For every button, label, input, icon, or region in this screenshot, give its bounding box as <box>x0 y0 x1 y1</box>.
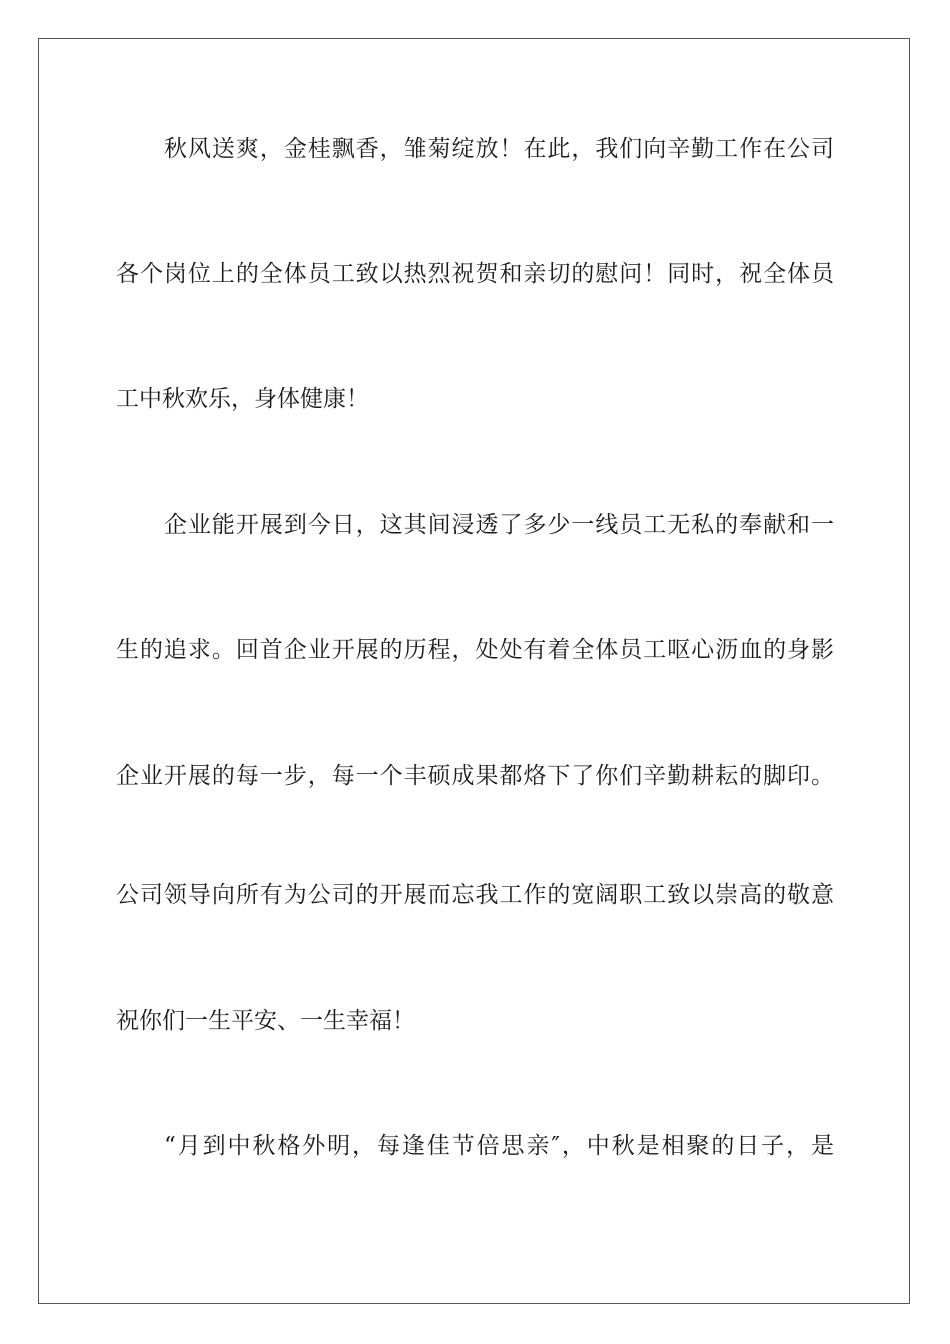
paragraph-2-line-5: 祝你们一生平安、一生幸福！ <box>116 1008 415 1034</box>
paragraph-2-line-1: 企业能开展到今日，这其间浸透了多少一线员工无私的奉献和一 <box>164 512 834 538</box>
paragraph-1-line-2: 各个岗位上的全体员工致以热烈祝贺和亲切的慰问！同时，祝全体员 <box>116 261 834 287</box>
paragraph-2-line-4: 公司领导向所有为公司的开展而忘我工作的宽阔职工致以崇高的敬意 <box>116 882 834 908</box>
paragraph-2-line-3: 企业开展的每一步，每一个丰硕成果都烙下了你们辛勤耕耘的脚印。 <box>116 763 834 789</box>
paragraph-2-line-2: 生的追求。回首企业开展的历程，处处有着全体员工呕心沥血的身影 <box>116 637 834 663</box>
paragraph-1-line-3: 工中秋欢乐，身体健康！ <box>116 386 369 412</box>
paragraph-3-line-1: “月到中秋格外明，每逢佳节倍思亲″，中秋是相聚的日子，是 <box>164 1133 834 1159</box>
page-frame <box>38 38 910 1304</box>
paragraph-1-line-1: 秋风送爽，金桂飘香，雏菊绽放！在此，我们向辛勤工作在公司 <box>164 136 834 162</box>
